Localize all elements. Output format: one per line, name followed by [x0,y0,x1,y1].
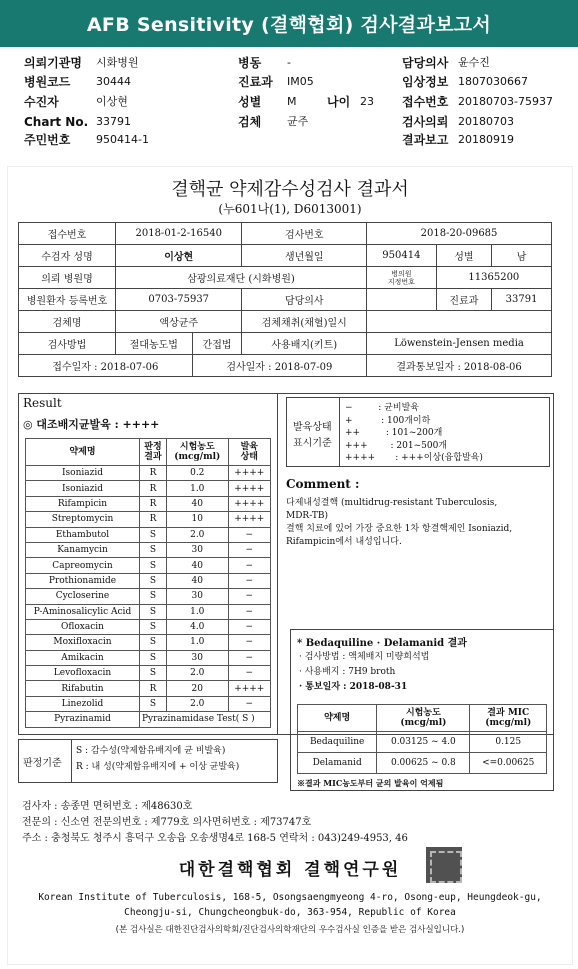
test-no-value: 2018-20-09685 [367,223,552,245]
notify-value: 2018-08-06 [464,362,522,373]
drug-concentration: 1.0 [166,635,228,650]
sex-label: 성별 [436,245,491,267]
header-value: 23 [360,95,374,108]
patient-info-table [18,222,552,377]
header-label: 접수번호 [402,95,449,109]
drug-concentration: 30 [166,650,228,665]
drug-concentration: 40 [166,573,228,588]
header-label: 병동 [238,56,262,70]
drug-result: R [139,466,166,481]
drug-growth: − [228,696,270,711]
notify-label: 결과통보일자 : [396,362,461,373]
header-value: IM05 [287,75,314,88]
drug-name: Levofloxacin [26,666,140,681]
drug-concentration: 2.0 [166,527,228,542]
method2-value: 간접법 [192,333,242,355]
bd-info-line: · 검사방법 : 액체배지 미량희석법 [299,652,430,662]
drug-result: R [139,512,166,527]
drug-name: Streptomycin [26,512,140,527]
drug-name: Ofloxacin [26,619,140,634]
comment-line: 다제내성결핵 (multidrug-resistant Tuberculosis, [286,498,498,508]
header-label: 담당의사 [402,56,449,70]
judge-label: 판정기준 [23,758,62,769]
bd-row [298,753,547,774]
header-label: 결과보고 [402,133,449,147]
judge-r: R : 내 성(약제함유배지에 + 이상 균발육) [76,762,240,772]
growth-row: ++ : 101~200개 [345,428,443,438]
collect-label: 검체채취(채혈)일시 [242,311,367,333]
growth-row: ++++ : +++이상(융합발육) [345,453,483,463]
drug-row [26,604,271,619]
result-title: Result [23,396,62,410]
header-label: 검체 [238,115,262,129]
collect-value [367,311,552,333]
drug-concentration: 2.0 [166,666,228,681]
comment-heading: Comment : [286,477,360,491]
drug-header: 발육 상태 [228,439,270,466]
header-value: 균주 [287,115,309,128]
testdate-label: 검사일자 : [226,362,272,373]
pza-name: Pyrazinamid [26,712,140,727]
drug-row [26,558,271,573]
header-label: 성별 [238,95,262,109]
drug-header: 약제명 [26,439,140,466]
hospital-label: 의뢰 병원명 [19,267,116,289]
method1-value: 절대농도법 [116,333,193,355]
drug-name: Cycloserine [26,589,140,604]
medium-label: 사용배지(키트) [242,333,367,355]
drug-growth: − [228,666,270,681]
bd-drug: Bedaquiline [298,732,377,753]
drug-name: Isoniazid [26,481,140,496]
drug-name: Amikacin [26,650,140,665]
drug-concentration: 40 [166,558,228,573]
drug-name: Rifabutin [26,681,140,696]
comment-line: MDR-TB) [286,511,329,521]
bd-mic: 0.125 [470,732,547,753]
bd-row [298,732,547,753]
drug-concentration: 20 [166,681,228,696]
comment-line: 결핵 치료에 있어 가장 중요한 1차 항결핵제인 Isoniazid, [286,524,513,534]
drug-result: S [139,589,166,604]
official-seal-icon [426,847,462,883]
drug-result: S [139,542,166,557]
hospital-value: 삼광의료재단 (시화병원) [116,267,367,289]
doctor-label: 담당의사 [242,289,367,311]
bd-range: 0.03125 ~ 4.0 [377,732,470,753]
drug-concentration: 30 [166,542,228,557]
header-value: 시화병원 [96,56,139,69]
org-address-1: Korean Institute of Tuberculosis, 168-5, Osongsaengmyeong 4-ro, Osong-eup, Heungdeok-gu, [38,892,542,903]
drug-result: R [139,496,166,511]
drug-row [26,527,271,542]
drug-concentration: 30 [166,589,228,604]
header-value: 20180919 [458,133,514,146]
drug-result: S [139,604,166,619]
footer-line2: 전문의 : 신소연 전문의번호 : 제779호 의사면허번호 : 제73747호 [22,817,312,828]
growth-row: + : 100개이하 [345,415,431,426]
drug-row [26,496,271,511]
drug-growth: ++++ [228,512,270,527]
drug-result: S [139,666,166,681]
drug-result: S [139,650,166,665]
footer-line3: 주소 : 충청북도 청주시 흥덕구 오송읍 오송생명4로 168-5 연락처 : 043)249-4953, 46 [22,833,408,844]
testdate-value: 2018-07-09 [274,362,333,373]
header-value: 30444 [96,75,131,88]
bd-drug: Delamanid [298,753,377,774]
drug-concentration: 1.0 [166,481,228,496]
method-label: 검사방법 [19,333,116,355]
specimen-value: 액상균주 [116,311,242,333]
drug-growth: − [228,589,270,604]
drug-growth: ++++ [228,466,270,481]
dob-value: 950414 [367,245,437,267]
sex-value: 남 [492,245,552,267]
header-label: Chart No. [24,115,89,129]
drug-row [26,681,271,696]
drug-concentration: 2.0 [166,696,228,711]
header-label: 의뢰기관명 [24,56,82,70]
drug-name: Rifampicin [26,496,140,511]
judge-criteria [18,739,278,783]
drug-growth: ++++ [228,481,270,496]
drug-name: Moxifloxacin [26,635,140,650]
header-value: - [287,56,291,69]
drug-result: S [139,573,166,588]
drug-concentration: 40 [166,496,228,511]
drug-name: Capreomycin [26,558,140,573]
drug-header: 판정 결과 [139,439,166,466]
header-value: 33791 [96,115,131,128]
reg-label: 병원환자 등록번호 [19,289,116,311]
drug-growth: − [228,635,270,650]
drug-concentration: 0.2 [166,466,228,481]
certification-note: (본 검사실은 대한진단검사의학회/진단검사의학재단의 우수검사실 인증을 받은 검사실입니다.) [115,925,465,935]
drug-growth: − [228,558,270,573]
drug-growth: − [228,650,270,665]
header-value: 20180703-75937 [458,95,553,108]
org-name: 대한결핵협회 결핵연구원 [178,860,402,880]
drug-name: Ethambutol [26,527,140,542]
header-label: 나이 [327,95,351,109]
drug-growth: − [228,573,270,588]
drug-growth: − [228,619,270,634]
growth-label1: 발육상태 [293,422,332,433]
report-subtitle: (누601나(1), D6013001) [218,202,362,216]
drug-row [26,635,271,650]
bd-header: 결과 MIC (mcg/ml) [470,705,547,732]
drug-row [26,542,271,557]
test-no-label: 검사번호 [242,223,367,245]
receipt-value: 2018-07-06 [100,362,159,373]
drug-row [26,481,271,496]
drug-header: 시험농도 (mcg/ml) [166,439,228,466]
org-address-2: Cheongju-si, Chungcheongbuk-do, 363-954, Republic of Korea [124,907,456,918]
growth-row: − : 균비발육 [345,403,419,413]
header-value: 이상현 [96,95,128,108]
header-value: 950414-1 [96,133,149,146]
pza-value: Pyrazinamidase Test( S ) [139,712,270,727]
bd-info-line: · 통보일자 : 2018-08-31 [299,682,408,692]
drug-row [26,466,271,481]
header-value: 윤수진 [458,56,490,69]
bd-range: 0.00625 ~ 0.8 [377,753,470,774]
bd-header: 약제명 [298,705,377,732]
header-value: 1807030667 [458,75,528,88]
drug-result: S [139,696,166,711]
drug-result: S [139,619,166,634]
drug-concentration: 10 [166,512,228,527]
medium-value: Löwenstein-Jensen media [367,333,552,355]
drug-row [26,619,271,634]
growth-label2: 표시기준 [293,438,332,449]
bd-table [297,704,547,774]
drug-row [26,573,271,588]
hosp-code-value: 11365200 [436,267,551,289]
drug-growth: − [228,542,270,557]
header-label: 주민번호 [24,133,71,147]
drug-growth: ++++ [228,681,270,696]
bd-info-line: · 사용배지 : 7H9 broth [299,667,396,677]
drug-row [26,666,271,681]
report-paper [7,166,573,965]
drug-growth: − [228,604,270,619]
drug-name: Isoniazid [26,466,140,481]
header-value: M [287,95,297,108]
drug-row [26,512,271,527]
reg-value: 0703-75937 [116,289,242,311]
doctor-value [367,289,437,311]
bd-note: ※결과 MIC농도부터 균의 발육이 억제됨 [297,778,444,788]
receipt-label: 접수일자 : [52,362,98,373]
drug-name: Linezolid [26,696,140,711]
bd-mic: <=0.00625 [470,753,547,774]
header-label: 검사의뢰 [402,115,449,129]
drug-table [25,438,271,728]
patient-label: 수검자 성명 [19,245,116,267]
bd-header: 시험농도 (mcg/ml) [377,705,470,732]
drug-row [26,589,271,604]
growth-legend [286,397,550,467]
header-label: 진료과 [238,75,273,89]
judge-s: S : 감수성(약제함유배지에 균 비발육) [76,746,226,756]
accession-label: 접수번호 [19,223,116,245]
drug-result: S [139,558,166,573]
header-label: 임상정보 [402,75,449,89]
dept-label: 진료과 [436,289,491,311]
comment-line: Rifampicin에서 내성입니다. [286,537,402,547]
drug-row [26,696,271,711]
specimen-label: 검체명 [19,311,116,333]
drug-name: Prothionamide [26,573,140,588]
accession-value: 2018-01-2-16540 [116,223,242,245]
header-label: 병원코드 [24,75,71,89]
drug-result: R [139,481,166,496]
drug-growth: − [228,527,270,542]
report-title: 결핵균 약제감수성검사 결과서 [171,179,409,200]
drug-growth: ++++ [228,496,270,511]
drug-concentration: 1.0 [166,604,228,619]
drug-result: S [139,527,166,542]
footer-line1: 검사자 : 송종면 면허번호 : 제48630호 [22,801,193,812]
growth-row: +++ : 201~500개 [345,440,447,451]
comment-block [286,477,548,549]
drug-result: S [139,635,166,650]
report-banner-title: AFB Sensitivity (결핵협회) 검사결과보고서 [0,0,578,47]
header-value: 20180703 [458,115,514,128]
bd-title: * Bedaquiline · Delamanid 결과 [297,638,467,649]
hosp-code-label: 병의원 지정번호 [367,267,437,289]
dept-value: 33791 [492,289,552,311]
drug-row [26,650,271,665]
drug-result: R [139,681,166,696]
drug-name: Kanamycin [26,542,140,557]
drug-name: P-Aminosalicylic Acid [26,604,140,619]
dob-label: 생년월일 [242,245,367,267]
bedaquiline-delamanid-result [290,629,554,791]
drug-concentration: 4.0 [166,619,228,634]
header-label: 수진자 [24,95,59,109]
control-growth: ◎ 대조배지균발육 : ++++ [23,418,160,431]
patient-value: 이상현 [116,245,242,267]
